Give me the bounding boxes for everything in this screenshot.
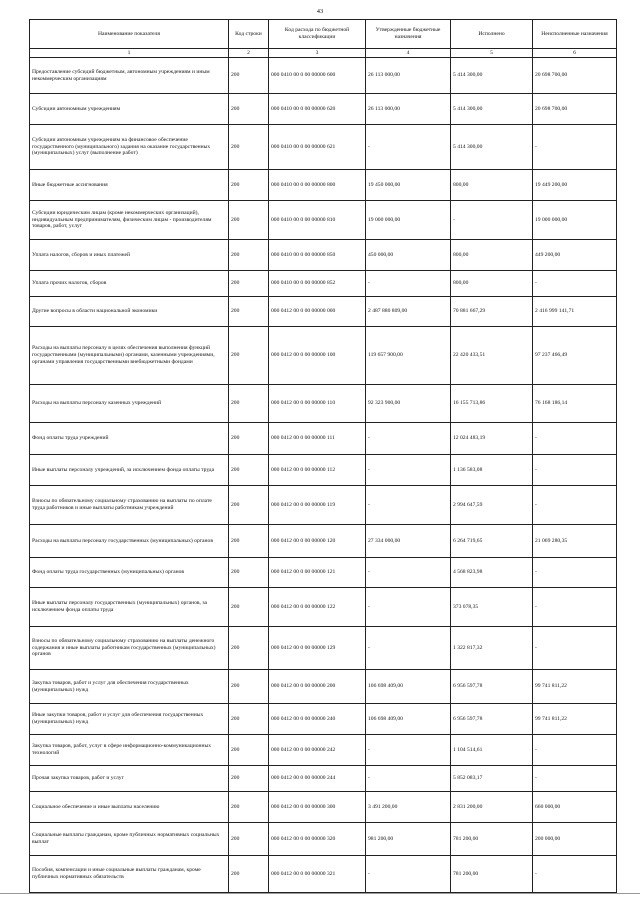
header-indicator-name: Наименование показателя xyxy=(30,20,229,49)
row-approved-cell: - xyxy=(366,627,451,670)
row-approved-cell: 3 491 200,00 xyxy=(366,792,451,823)
table-row xyxy=(30,271,617,297)
page-bottom-rule xyxy=(0,893,640,894)
row-unexecuted-cell: - xyxy=(533,271,617,297)
row-name-cell: Субсидии юридическим лицам (кроме некоммерческих организаций), индивидуальным предпринимателям, физическим лицам - производителям товаров, работ, услуг xyxy=(30,201,229,240)
table-row xyxy=(30,385,617,423)
row-approved-cell: 106 698 409,00 xyxy=(366,670,451,704)
row-unexecuted-cell: - xyxy=(533,627,617,670)
row-line-code-cell: 200 xyxy=(229,240,269,271)
row-line-code-cell: 200 xyxy=(229,670,269,704)
row-executed-cell: 800,00 xyxy=(451,170,533,201)
row-executed-cell: 12 024 483,19 xyxy=(451,423,533,455)
table-row xyxy=(30,170,617,201)
row-line-code-cell: 200 xyxy=(229,856,269,893)
table-body xyxy=(30,58,617,893)
row-approved-cell: 26 113 000,00 xyxy=(366,94,451,125)
row-expense-code-cell: 000 0412 00 0 00 00000 320 xyxy=(269,823,366,856)
row-executed-cell: 6 956 597,78 xyxy=(451,670,533,704)
row-name-cell: Фонд оплаты труда государственных (муниципальных) органов xyxy=(30,558,229,588)
row-unexecuted-cell: 76 168 186,14 xyxy=(533,385,617,423)
table-row xyxy=(30,704,617,735)
row-name-cell: Прочая закупка товаров, работ и услуг xyxy=(30,766,229,792)
column-number: 1 xyxy=(30,49,229,58)
table-row xyxy=(30,792,617,823)
row-name-cell: Уплата прочих налогов, сборов xyxy=(30,271,229,297)
row-approved-cell: - xyxy=(366,455,451,486)
row-executed-cell: 5 414 300,00 xyxy=(451,58,533,94)
row-approved-cell: - xyxy=(366,423,451,455)
row-line-code-cell: 200 xyxy=(229,792,269,823)
table-row xyxy=(30,94,617,125)
table-row xyxy=(30,823,617,856)
row-line-code-cell: 200 xyxy=(229,327,269,385)
row-line-code-cell: 200 xyxy=(229,297,269,327)
row-line-code-cell: 200 xyxy=(229,94,269,125)
row-expense-code-cell: 000 0412 00 0 00 00000 121 xyxy=(269,558,366,588)
row-expense-code-cell: 000 0410 00 0 00 00000 600 xyxy=(269,58,366,94)
row-approved-cell: - xyxy=(366,486,451,525)
row-line-code-cell: 200 xyxy=(229,627,269,670)
row-unexecuted-cell: 19 449 200,00 xyxy=(533,170,617,201)
row-name-cell: Закупка товаров, работ, услуг в сфере информационно-коммуникационных технологий xyxy=(30,735,229,766)
row-line-code-cell: 200 xyxy=(229,823,269,856)
table-row xyxy=(30,525,617,558)
row-line-code-cell: 200 xyxy=(229,588,269,627)
table-row xyxy=(30,58,617,94)
row-executed-cell: 1 104 514,61 xyxy=(451,735,533,766)
row-executed-cell: 800,00 xyxy=(451,240,533,271)
row-unexecuted-cell: 449 200,00 xyxy=(533,240,617,271)
row-name-cell: Предоставление субсидий бюджетным, автономным учреждениям и иным некоммерческим организациям xyxy=(30,58,229,94)
row-executed-cell: 5 414 300,00 xyxy=(451,125,533,170)
table-row xyxy=(30,588,617,627)
row-expense-code-cell: 000 0412 00 0 00 00000 200 xyxy=(269,670,366,704)
row-line-code-cell: 200 xyxy=(229,735,269,766)
row-expense-code-cell: 000 0412 00 0 00 00000 242 xyxy=(269,735,366,766)
column-number: 2 xyxy=(229,49,269,58)
table-row xyxy=(30,423,617,455)
row-executed-cell: 781 200,00 xyxy=(451,856,533,893)
row-unexecuted-cell: - xyxy=(533,486,617,525)
header-expense-code: Код расхода по бюджетной классификации xyxy=(269,20,366,49)
page-number: 43 xyxy=(316,8,324,15)
row-expense-code-cell: 000 0412 00 0 00 00000 300 xyxy=(269,792,366,823)
row-executed-cell: - xyxy=(451,201,533,240)
column-number: 6 xyxy=(533,49,617,58)
row-name-cell: Взносы по обязательному социальному страхованию на выплаты по оплате труда работников и иные выплаты работникам учреждений xyxy=(30,486,229,525)
row-name-cell: Иные выплаты персоналу государственных (муниципальных) органов, за исключением фонда оплаты труда xyxy=(30,588,229,627)
table-row xyxy=(30,125,617,170)
table-row xyxy=(30,735,617,766)
row-unexecuted-cell: 2 416 999 141,71 xyxy=(533,297,617,327)
row-approved-cell: 106 698 409,00 xyxy=(366,704,451,735)
row-unexecuted-cell: 200 000,00 xyxy=(533,823,617,856)
table-row xyxy=(30,486,617,525)
row-line-code-cell: 200 xyxy=(229,486,269,525)
row-name-cell: Другие вопросы в области национальной экономики xyxy=(30,297,229,327)
row-expense-code-cell: 000 0410 00 0 00 00000 620 xyxy=(269,94,366,125)
row-executed-cell: 5 852 083,17 xyxy=(451,766,533,792)
row-approved-cell: - xyxy=(366,271,451,297)
row-executed-cell: 373 078,35 xyxy=(451,588,533,627)
row-name-cell: Расходы на выплаты персоналу в целях обеспечения выполнения функций государственными (муниципальными) органами, казенными учреждениями, органами управления государственными внебюджетными фондами xyxy=(30,327,229,385)
row-executed-cell: 6 956 597,78 xyxy=(451,704,533,735)
row-name-cell: Иные бюджетные ассигнования xyxy=(30,170,229,201)
row-expense-code-cell: 000 0412 00 0 00 00000 100 xyxy=(269,327,366,385)
row-name-cell: Иные выплаты персоналу учреждений, за исключением фонда оплаты труда xyxy=(30,455,229,486)
row-line-code-cell: 200 xyxy=(229,271,269,297)
row-approved-cell: 19 450 000,00 xyxy=(366,170,451,201)
row-approved-cell: - xyxy=(366,856,451,893)
row-unexecuted-cell: - xyxy=(533,558,617,588)
row-name-cell: Расходы на выплаты персоналу государственных (муниципальных) органов xyxy=(30,525,229,558)
row-expense-code-cell: 000 0410 00 0 00 00000 621 xyxy=(269,125,366,170)
column-number: 3 xyxy=(269,49,366,58)
row-unexecuted-cell: - xyxy=(533,766,617,792)
row-approved-cell: - xyxy=(366,558,451,588)
row-name-cell: Закупка товаров, работ и услуг для обеспечения государственных (муниципальных) нужд xyxy=(30,670,229,704)
header-row xyxy=(30,20,617,49)
table-row xyxy=(30,297,617,327)
header-executed: Исполнено xyxy=(451,20,533,49)
table-row xyxy=(30,240,617,271)
header-approved: Утвержденные бюджетные назначения xyxy=(366,20,451,49)
row-expense-code-cell: 000 0412 00 0 00 00000 119 xyxy=(269,486,366,525)
row-executed-cell: 16 155 713,86 xyxy=(451,385,533,423)
row-expense-code-cell: 000 0412 00 0 00 00000 244 xyxy=(269,766,366,792)
column-number: 4 xyxy=(366,49,451,58)
row-expense-code-cell: 000 0412 00 0 00 00000 000 xyxy=(269,297,366,327)
row-expense-code-cell: 000 0412 00 0 00 00000 111 xyxy=(269,423,366,455)
row-approved-cell: 981 200,00 xyxy=(366,823,451,856)
table-row xyxy=(30,766,617,792)
column-number: 5 xyxy=(451,49,533,58)
row-line-code-cell: 200 xyxy=(229,201,269,240)
row-line-code-cell: 200 xyxy=(229,125,269,170)
row-expense-code-cell: 000 0410 00 0 00 00000 810 xyxy=(269,201,366,240)
table-row xyxy=(30,856,617,893)
row-name-cell: Иные закупки товаров, работ и услуг для обеспечения государственных (муниципальных) нужд xyxy=(30,704,229,735)
row-approved-cell: - xyxy=(366,766,451,792)
row-executed-cell: 2 994 647,59 xyxy=(451,486,533,525)
row-line-code-cell: 200 xyxy=(229,525,269,558)
row-unexecuted-cell: - xyxy=(533,125,617,170)
budget-execution-table xyxy=(29,19,617,893)
row-executed-cell: 2 831 200,00 xyxy=(451,792,533,823)
row-approved-cell: 450 000,00 xyxy=(366,240,451,271)
row-expense-code-cell: 000 0412 00 0 00 00000 112 xyxy=(269,455,366,486)
row-name-cell: Уплата налогов, сборов и иных платежей xyxy=(30,240,229,271)
row-line-code-cell: 200 xyxy=(229,58,269,94)
row-approved-cell: 92 323 900,00 xyxy=(366,385,451,423)
row-line-code-cell: 200 xyxy=(229,455,269,486)
row-line-code-cell: 200 xyxy=(229,766,269,792)
row-expense-code-cell: 000 0412 00 0 00 00000 321 xyxy=(269,856,366,893)
row-approved-cell: 119 657 900,00 xyxy=(366,327,451,385)
row-line-code-cell: 200 xyxy=(229,704,269,735)
column-number-row xyxy=(30,49,617,58)
row-unexecuted-cell: - xyxy=(533,455,617,486)
table-row xyxy=(30,201,617,240)
row-unexecuted-cell: 20 698 700,00 xyxy=(533,58,617,94)
row-expense-code-cell: 000 0410 00 0 00 00000 852 xyxy=(269,271,366,297)
row-approved-cell: 27 334 000,00 xyxy=(366,525,451,558)
row-unexecuted-cell: 97 237 466,49 xyxy=(533,327,617,385)
row-executed-cell: 1 322 817,32 xyxy=(451,627,533,670)
row-unexecuted-cell: 99 741 811,22 xyxy=(533,670,617,704)
row-unexecuted-cell: 21 069 280,35 xyxy=(533,525,617,558)
row-name-cell: Пособия, компенсации и иные социальные выплаты гражданам, кроме публичных нормативных обязательств xyxy=(30,856,229,893)
row-approved-cell: - xyxy=(366,735,451,766)
row-executed-cell: 4 568 823,98 xyxy=(451,558,533,588)
row-line-code-cell: 200 xyxy=(229,558,269,588)
row-name-cell: Социальные выплаты гражданам, кроме публичных нормативных социальных выплат xyxy=(30,823,229,856)
row-name-cell: Субсидии автономным учреждениям xyxy=(30,94,229,125)
row-expense-code-cell: 000 0412 00 0 00 00000 122 xyxy=(269,588,366,627)
table-row xyxy=(30,558,617,588)
row-unexecuted-cell: - xyxy=(533,423,617,455)
header-unexecuted: Неисполненные назначения xyxy=(533,20,617,49)
row-executed-cell: 800,00 xyxy=(451,271,533,297)
row-executed-cell: 1 136 583,08 xyxy=(451,455,533,486)
table-row xyxy=(30,327,617,385)
row-unexecuted-cell: - xyxy=(533,588,617,627)
row-line-code-cell: 200 xyxy=(229,170,269,201)
row-unexecuted-cell: 19 000 000,00 xyxy=(533,201,617,240)
table-row xyxy=(30,627,617,670)
row-expense-code-cell: 000 0412 00 0 00 00000 110 xyxy=(269,385,366,423)
row-line-code-cell: 200 xyxy=(229,423,269,455)
row-line-code-cell: 200 xyxy=(229,385,269,423)
table-row xyxy=(30,455,617,486)
row-executed-cell: 5 414 300,00 xyxy=(451,94,533,125)
row-expense-code-cell: 000 0412 00 0 00 00000 240 xyxy=(269,704,366,735)
row-unexecuted-cell: - xyxy=(533,735,617,766)
row-unexecuted-cell: 660 000,00 xyxy=(533,792,617,823)
row-executed-cell: 781 200,00 xyxy=(451,823,533,856)
row-executed-cell: 22 420 433,51 xyxy=(451,327,533,385)
row-approved-cell: 2 487 880 809,00 xyxy=(366,297,451,327)
header-line-code: Код строки xyxy=(229,20,269,49)
row-expense-code-cell: 000 0412 00 0 00 00000 129 xyxy=(269,627,366,670)
row-approved-cell: - xyxy=(366,125,451,170)
row-approved-cell: - xyxy=(366,588,451,627)
row-name-cell: Социальное обеспечение и иные выплаты населению xyxy=(30,792,229,823)
row-name-cell: Субсидии автономным учреждениям на финансовое обеспечение государственного (муниципального) задания на оказание государственных (муниципальных) услуг (выполнение работ) xyxy=(30,125,229,170)
row-expense-code-cell: 000 0410 00 0 00 00000 800 xyxy=(269,170,366,201)
row-unexecuted-cell: - xyxy=(533,856,617,893)
row-name-cell: Расходы на выплаты персоналу казенных учреждений xyxy=(30,385,229,423)
row-expense-code-cell: 000 0412 00 0 00 00000 120 xyxy=(269,525,366,558)
row-executed-cell: 6 264 719,65 xyxy=(451,525,533,558)
row-executed-cell: 70 881 667,29 xyxy=(451,297,533,327)
row-approved-cell: 26 113 000,00 xyxy=(366,58,451,94)
row-expense-code-cell: 000 0410 00 0 00 00000 850 xyxy=(269,240,366,271)
row-approved-cell: 19 000 000,00 xyxy=(366,201,451,240)
row-unexecuted-cell: 99 741 811,22 xyxy=(533,704,617,735)
row-name-cell: Взносы по обязательному социальному страхованию на выплаты денежного содержания и иные выплаты работникам государственных (муниципальных) органов xyxy=(30,627,229,670)
row-unexecuted-cell: 20 698 700,00 xyxy=(533,94,617,125)
row-name-cell: Фонд оплаты труда учреждений xyxy=(30,423,229,455)
table-row xyxy=(30,670,617,704)
